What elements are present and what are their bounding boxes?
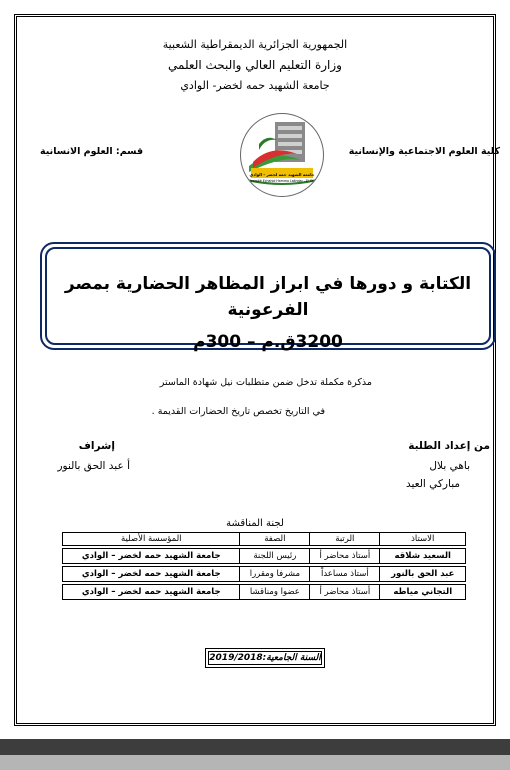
jury-cell: أستاذ مساعداً [310,567,380,582]
thesis-period: 3200ق.م – 300م [193,332,343,352]
university-logo [240,113,324,197]
jury-col-rank: الرتبة [310,533,380,546]
logo-caption-en: Université Echahid Hamma Lakhdar - El Oued [245,179,319,183]
jury-cell: جامعة الشهيد حمه لخضر – الوادي [63,585,240,600]
jury-col-institution: المؤسسة الأصلية [63,533,240,546]
jury-cell: التجاني مياطه [380,585,466,600]
jury-cell: جامعة الشهيد حمه لخضر – الوادي [63,549,240,564]
jury-cell: مشرفا ومقررا [240,567,310,582]
jury-cell: رئيس اللجنة [240,549,310,564]
student-name-1: باهي بلال [429,460,470,472]
jury-cell: السعيد شلاقه [380,549,466,564]
jury-cell: عضوا ومناقشا [240,585,310,600]
supervisor-name: أ عبد الحق بالنور [57,460,130,472]
title-box [40,242,496,350]
students-label: من إعداد الطلبة [408,440,490,452]
jury-cell: أستاذ محاضر أ [310,585,380,600]
jury-col-role: الصفة [240,533,310,546]
jury-cell: عبد الحق بالنور [380,567,466,582]
academic-year-box [205,648,325,668]
page-border [14,14,496,726]
logo-caption-ar: جامعة الشهيد حمة لخضر - الوادي [249,172,315,177]
table-row [63,585,466,600]
table-row [63,567,466,582]
header-ministry: وزارة التعليم العالي والبحث العلمي [168,58,342,72]
department-name: قسم: العلوم الانسانية [40,146,144,157]
table-row [63,549,466,564]
memo-line-2: في التاريخ تخصص تاريخ الحضارات القديمة . [151,406,325,417]
bottom-grey-band [0,755,510,770]
faculty-name: كلية العلوم الاجتماعية والإنسانية [348,146,500,157]
academic-year: السنة الجامعية:2019/2018 [209,653,321,663]
jury-cell: أستاذ محاضر أ [310,549,380,564]
bottom-dark-band [0,739,510,755]
jury-header-row [63,533,466,546]
jury-table [62,532,466,600]
jury-col-professor: الاستاذ [380,533,466,546]
student-name-2: مباركي العيد [405,478,460,490]
memo-line-1: مذكرة مكملة تدخل ضمن متطلبات نيل شهادة الماستر [159,377,372,388]
jury-cell: جامعة الشهيد حمه لخضر – الوادي [63,567,240,582]
thesis-title: الكتابة و دورها في ابراز المظاهر الحضارية بمصر الفرعونية [64,274,472,320]
header-republic: الجمهورية الجزائرية الديمقراطية الشعبية [162,38,348,51]
jury-caption: لجنة المناقشة [226,518,284,529]
university-logo-icon [241,114,323,196]
supervisor-label: إشراف [78,440,115,452]
header-university: جامعة الشهيد حمه لخضر- الوادي [180,79,330,92]
